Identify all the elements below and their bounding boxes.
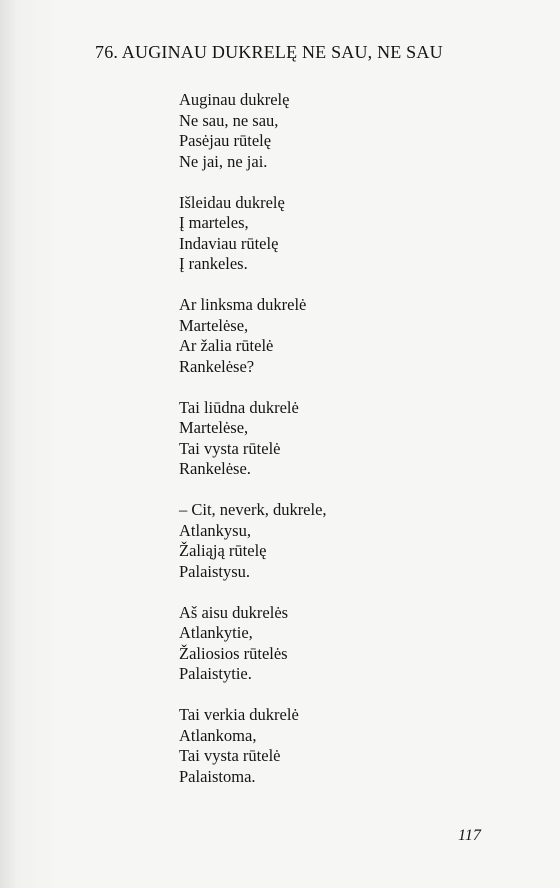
poem-line: Tai verkia dukrelė bbox=[179, 705, 299, 724]
poem-line: Tai liūdna dukrelė bbox=[179, 397, 299, 417]
poem-line: Martelėse, bbox=[179, 315, 249, 335]
stanza bbox=[179, 705, 479, 787]
poem-title: 76. AUGINAU DUKRELĘ NE SAU, NE SAU bbox=[95, 42, 443, 62]
poem-line: Atlankysu, bbox=[179, 520, 251, 540]
poem-line: Išleidau dukrelę bbox=[179, 192, 285, 212]
poem-line: Palaistysu. bbox=[179, 561, 251, 581]
poem-body bbox=[179, 90, 479, 808]
poem-line: Į marteles, bbox=[179, 213, 249, 232]
poem-line: Žaliosios rūtelės bbox=[179, 643, 288, 663]
poem-line: Rankelėse. bbox=[179, 459, 251, 478]
poem-line: Ne sau, ne sau, bbox=[179, 110, 279, 130]
poem-line: Martelėse, bbox=[179, 418, 249, 437]
stanza bbox=[179, 398, 479, 480]
poem-line: Aš aisu dukrelės bbox=[179, 602, 289, 622]
poem-line: Atlankoma, bbox=[179, 725, 257, 745]
poem-line: Palaistoma. bbox=[179, 766, 256, 786]
page-number: 117 bbox=[458, 827, 481, 844]
poem-line: Tai vysta rūtelė bbox=[179, 746, 281, 765]
poem-line: Žaliąją rūtelę bbox=[179, 541, 267, 560]
stanza bbox=[179, 603, 479, 685]
poem-line: Pasėjau rūtelę bbox=[179, 131, 272, 150]
poem-line: Tai vysta rūtelė bbox=[179, 438, 281, 458]
stanza bbox=[179, 295, 479, 377]
stanza bbox=[179, 193, 479, 275]
poem-line: – Cit, neverk, dukrele, bbox=[179, 500, 327, 519]
poem-line: Ne jai, ne jai. bbox=[179, 151, 268, 171]
poem-line: Atlankytie, bbox=[179, 623, 253, 642]
poem-line: Į rankeles. bbox=[179, 254, 248, 273]
poem-line: Ar linksma dukrelė bbox=[179, 295, 307, 314]
poem-line: Palaistytie. bbox=[179, 664, 252, 683]
poem-line: Indaviau rūtelę bbox=[179, 233, 279, 253]
poem-line: Ar žalia rūtelė bbox=[179, 336, 274, 355]
poem-line: Rankelėse? bbox=[179, 356, 255, 376]
stanza bbox=[179, 500, 479, 582]
poem-line: Auginau dukrelę bbox=[179, 90, 290, 109]
stanza bbox=[179, 90, 479, 172]
